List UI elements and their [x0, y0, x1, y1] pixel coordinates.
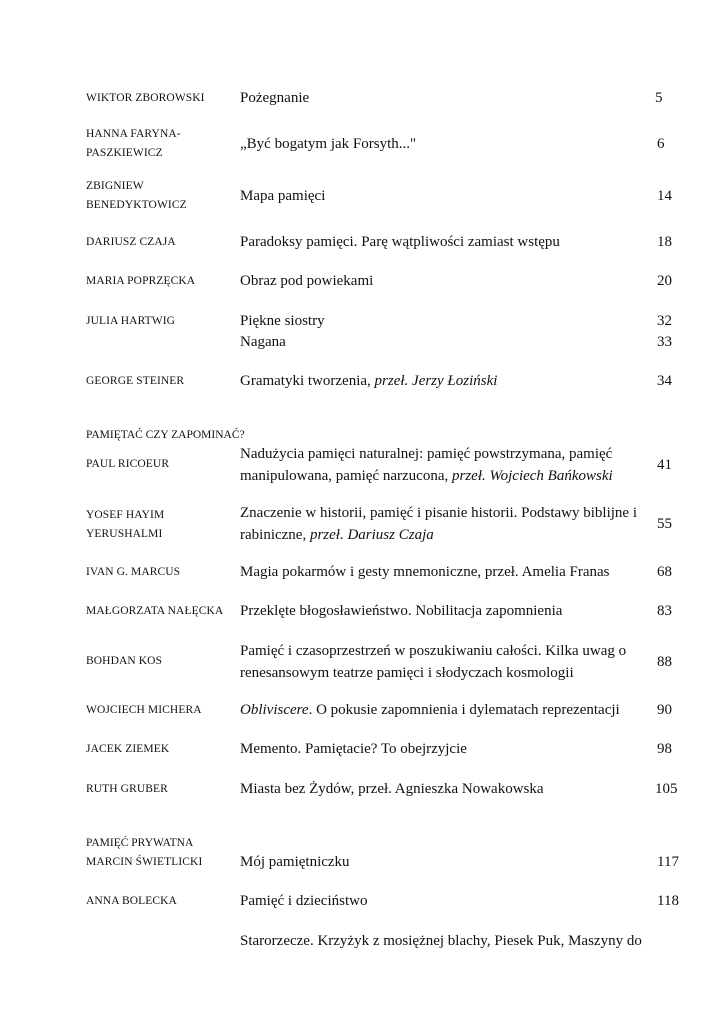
entry-title: Magia pokarmów i gesty mnemoniczne, przeł. Amelia Franas [240, 564, 610, 580]
entry-page: 14 [657, 188, 672, 204]
entry-title: Nadużycia pamięci naturalnej: pamięć powstrzymana, pamięć manipulowana, pamięć narzucona, przeł. Wojciech Bańkowski [240, 446, 613, 484]
entry-page: 68 [657, 564, 672, 580]
entry-page: 98 [657, 741, 672, 757]
entry-page: 20 [657, 273, 672, 289]
entry-author: MARIA POPRZĘCKA [86, 275, 196, 287]
entry-title: Miasta bez Żydów, przeł. Agnieszka Nowakowska [240, 781, 544, 797]
entry-author: PAUL RICOEUR [86, 458, 170, 470]
entry-page: 90 [657, 702, 672, 718]
entry-author: DARIUSZ CZAJA [86, 236, 176, 248]
section-heading: PAMIĘĆ PRYWATNA [86, 837, 194, 849]
entry-author: JACEK ZIEMEK [86, 743, 170, 755]
entry-title: Mój pamiętniczku [240, 854, 350, 870]
entry-title: Pamięć i dzieciństwo [240, 893, 368, 909]
entry-title: Obliviscere. O pokusie zapomnienia i dylematach reprezentacji [240, 702, 620, 718]
entry-author: MAŁGORZATA NAŁĘCKA [86, 605, 224, 617]
entry-author: IVAN G. MARCUS [86, 566, 181, 578]
entry-title: Piękne siostry [240, 313, 325, 329]
entry-author: ANNA BOLECKA [86, 895, 177, 907]
entry-title: Paradoksy pamięci. Parę wątpliwości zamiast wstępu [240, 234, 560, 250]
entry-page: 83 [657, 603, 672, 619]
entry-title: Starorzecze. Krzyżyk z mosiężnej blachy, Piesek Puk, Maszyny do [240, 933, 642, 949]
entry-title: Gramatyki tworzenia, przeł. Jerzy Łoziński [240, 373, 498, 389]
entry-page: 33 [657, 334, 672, 350]
entry-author: RUTH GRUBER [86, 783, 168, 795]
entry-page: 117 [657, 854, 679, 870]
entry-author: WOJCIECH MICHERA [86, 704, 202, 716]
entry-title: Pamięć i czasoprzestrzeń w poszukiwaniu całości. Kilka uwag o renesansowym teatrze pamięci i słodyczach kosmologii [240, 643, 627, 681]
entry-title: Znaczenie w historii, pamięć i pisanie historii. Podstawy biblijne i rabiniczne, przeł. Dariusz Czaja [240, 505, 638, 543]
entry-title: Mapa pamięci [240, 188, 326, 204]
entry-page: 18 [657, 234, 672, 250]
entry-author: ZBIGNIEW BENEDYKTOWICZ [86, 180, 187, 211]
entry-page: 105 [655, 781, 678, 797]
entry-author: YOSEF HAYIM YERUSHALMI [86, 509, 165, 540]
entry-author: WIKTOR ZBOROWSKI [86, 92, 205, 104]
entry-title: Nagana [240, 334, 286, 350]
entry-page: 118 [657, 893, 679, 909]
entry-author: JULIA HARTWIG [86, 315, 176, 327]
entry-title: Pożegnanie [240, 90, 310, 106]
entry-page: 32 [657, 313, 672, 329]
entry-page: 88 [657, 654, 672, 670]
section-heading: PAMIĘTAĆ CZY ZAPOMINAĆ? [86, 429, 245, 441]
entry-page: 34 [657, 373, 672, 389]
entry-author: MARCIN ŚWIETLICKI [86, 856, 203, 868]
entry-title: Obraz pod powiekami [240, 273, 374, 289]
entry-page: 5 [655, 90, 663, 106]
entry-author: HANNA FARYNA-PASZKIEWICZ [86, 128, 181, 159]
entry-page: 41 [657, 457, 672, 473]
entry-author: GEORGE STEINER [86, 375, 185, 387]
entry-title: Memento. Pamiętacie? To obejrzyjcie [240, 741, 467, 757]
entry-title: Przeklęte błogosławieństwo. Nobilitacja zapomnienia [240, 603, 563, 619]
entry-page: 6 [657, 136, 665, 152]
entry-page: 55 [657, 516, 672, 532]
entry-author: BOHDAN KOS [86, 655, 163, 667]
entry-title: „Być bogatym jak Forsyth..." [240, 136, 417, 152]
